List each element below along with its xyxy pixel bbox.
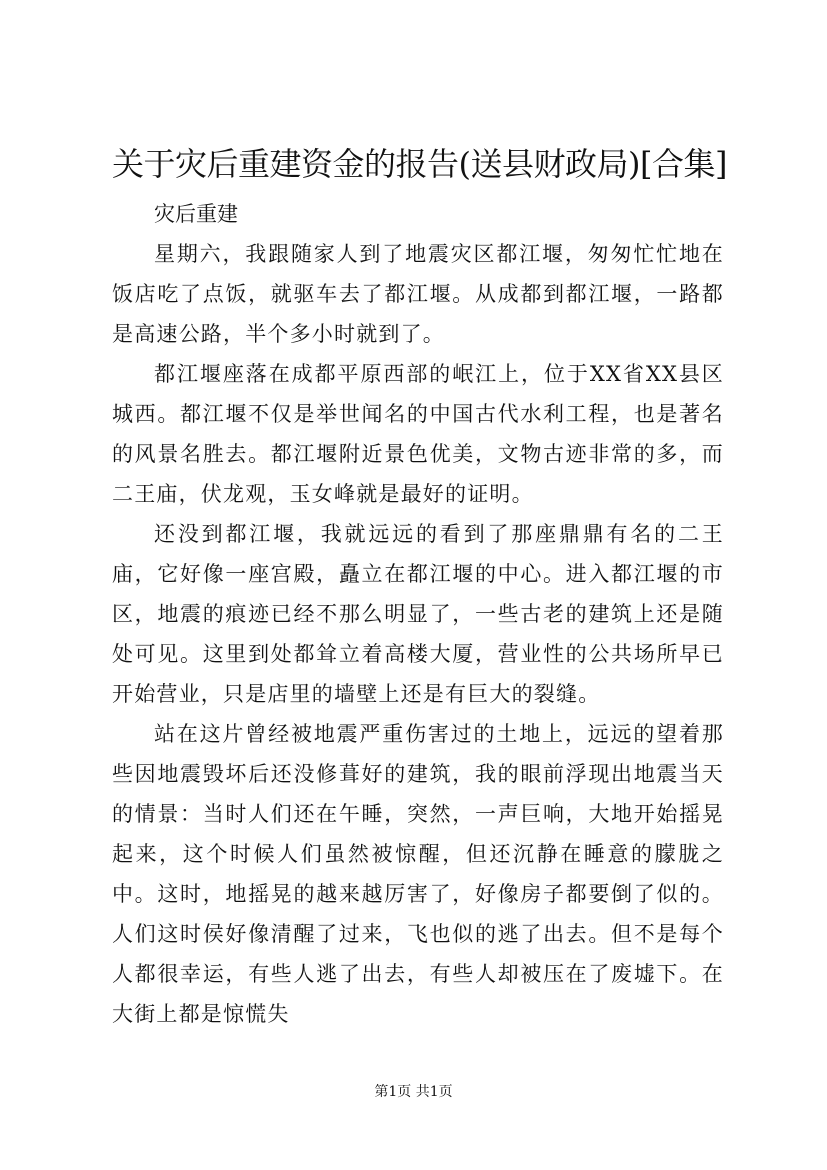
paragraph-3: 还没到都江堰，我就远远的看到了那座鼎鼎有名的二王庙，它好像一座宫殿，矗立在都江堰的中心。进入都江堰的市区，地震的痕迹已经不那么明显了，一些古老的建筑上还是随处可见。这里到处都耸立着高楼大厦，营业性的公共场所早已开始营业，只是店里的墙壁上还是有巨大的裂缝。 xyxy=(112,522,724,706)
document-title: 关于灾后重建资金的报告(送县财政局)[合集] xyxy=(112,145,727,183)
document-body xyxy=(112,194,724,1034)
paragraph-1: 星期六，我跟随家人到了地震灾区都江堰，匆匆忙忙地在饭店吃了点饭，就驱车去了都江堰。从成都到都江堰，一路都是高速公路，半个多小时就到了。 xyxy=(112,242,724,346)
paragraph-2: 都江堰座落在成都平原西部的岷江上，位于XX省XX县区城西。都江堰不仅是举世闻名的中国古代水利工程，也是著名的风景名胜去。都江堰附近景色优美，文物古迹非常的多，而二王庙，伏龙观，玉女峰就是最好的证明。 xyxy=(112,362,724,506)
page-footer: 第1页 共1页 xyxy=(374,1084,453,1100)
paragraph-4: 站在这片曾经被地震严重伤害过的土地上，远远的望着那些因地震毁坏后还没修葺好的建筑，我的眼前浮现出地震当天的情景：当时人们还在午睡，突然，一声巨响，大地开始摇晃起来，这个时候人们虽然被惊醒，但还沉静在睡意的朦胧之中。这时，地摇晃的越来越厉害了，好像房子都要倒了似的。人们这时侯好像清醒了过来，飞也似的逃了出去。但不是每个人都很幸运，有些人逃了出去，有些人却被压在了废墟下。在大街上都是惊慌失 xyxy=(112,722,724,1026)
section-heading: 灾后重建 xyxy=(154,202,238,226)
